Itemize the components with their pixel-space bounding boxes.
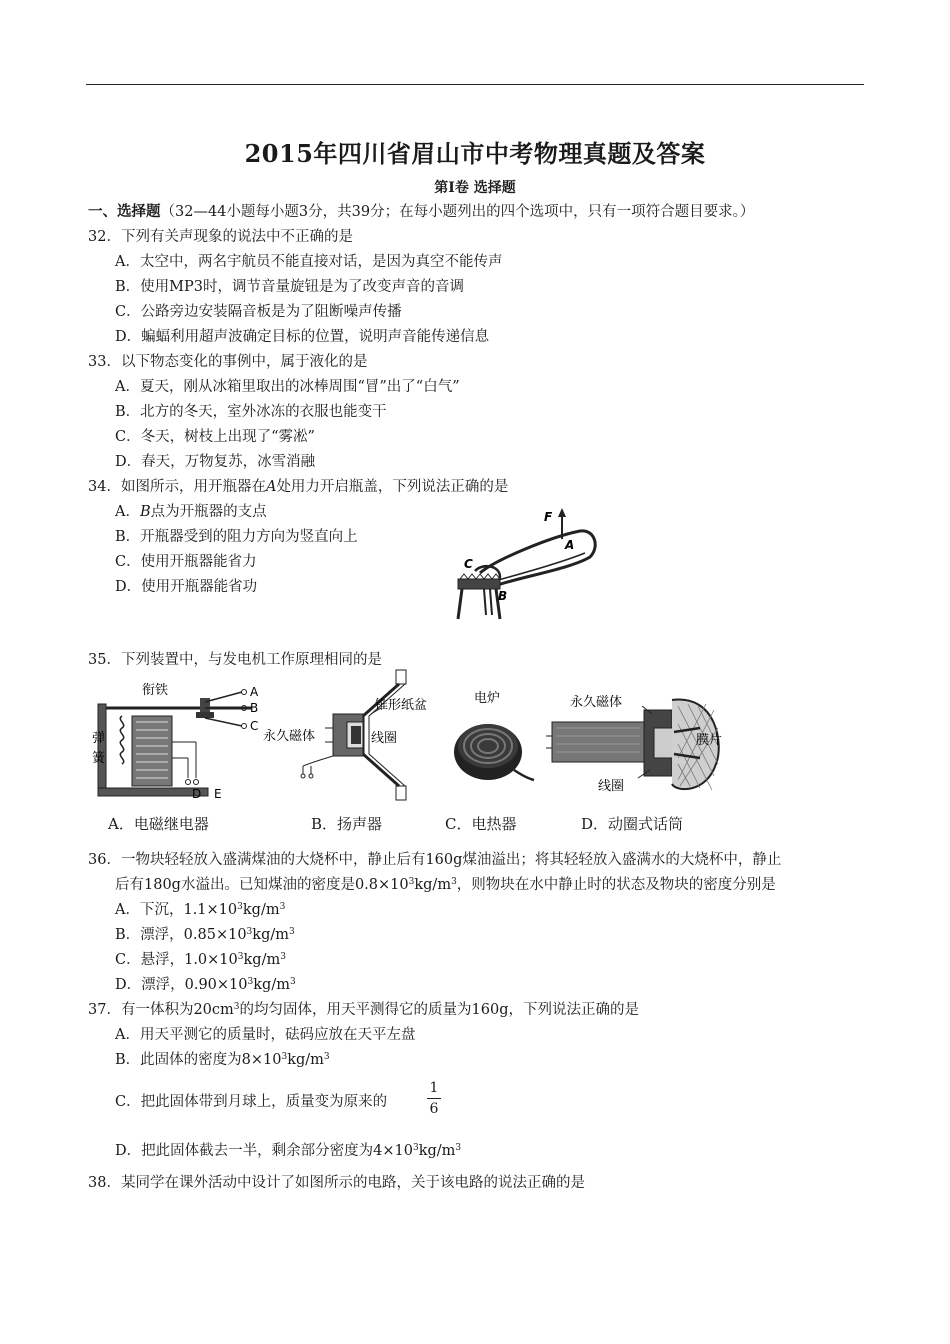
q36-stem-line2 <box>115 876 776 894</box>
q36-a-unit: kg/m <box>242 902 280 918</box>
q37-stem-pre: 37．有一体积为20cm <box>88 1002 234 1018</box>
q36-stem-line1: 36．一物块轻轻放入盛满煤油的大烧杯中，静止后有160g煤油溢出；将其轻轻放入盛满水的大烧杯中，静止 <box>88 852 782 868</box>
section-head: 一、选择题 <box>88 203 161 220</box>
q34-a-post: 点为开瓶器的支点 <box>150 504 267 520</box>
q37-option-d <box>115 1142 461 1160</box>
q34-stem-post: 处用力开启瓶盖，下列说法正确的是 <box>276 479 509 495</box>
q36-c-unit: kg/m <box>243 952 281 968</box>
q34-a-pre: A． <box>115 504 140 520</box>
q36-c-exp1: 3 <box>237 952 244 962</box>
q32-option-b: B．使用MP3时，调节音量旋钮是为了改变声音的音调 <box>115 279 464 295</box>
q36-d-pre: D．漂浮，0.90×10 <box>115 977 248 993</box>
q34-option-c: C．使用开瓶器能省力 <box>115 554 257 570</box>
q37-b-exp2: 3 <box>323 1052 330 1062</box>
q35-microphone-figure <box>546 684 726 804</box>
q34-stem-pre: 34．如图所示，用开瓶器在 <box>88 479 266 495</box>
relay-armature-label: 衔铁 <box>142 683 169 698</box>
q37-d-unit: kg/m <box>418 1143 456 1159</box>
q36-a-pre: A．下沉，1.1×10 <box>115 902 238 918</box>
q38-stem: 38．某同学在课外活动中设计了如图所示的电路，关于该电路的说法正确的是 <box>88 1175 585 1191</box>
section-note: （32—44小题每小题3分，共39分；在每小题列出的四个选项中，只有一项符合题目要求。） <box>160 204 755 220</box>
q33-stem: 33．以下物态变化的事例中，属于液化的是 <box>88 354 368 370</box>
q32-stem: 32．下列有关声现象的说法中不正确的是 <box>88 229 353 245</box>
q35-relay-figure <box>92 682 277 802</box>
q36-a-exp1: 3 <box>237 902 243 912</box>
speaker-cone-label: 锥形纸盆 <box>375 698 428 713</box>
speaker-coil-label: 线圈 <box>371 731 398 746</box>
relay-terminal-b: B <box>250 701 259 715</box>
q34-stem-var: A <box>265 479 277 495</box>
q37-stem-sup: 3 <box>233 1002 240 1012</box>
q35-caption-c: C．电热器 <box>445 815 517 833</box>
relay-terminal-e: E <box>214 787 222 801</box>
q36-c-exp2: 3 <box>280 952 286 962</box>
q36-line2-pre: 后有180g水溢出。已知煤油的密度是0.8×10 <box>115 877 409 893</box>
q34-label-a: A <box>565 538 575 552</box>
q35-caption-a: A．电磁继电器 <box>108 815 209 833</box>
relay-terminal-a: A <box>250 685 259 699</box>
q35-speaker-figure <box>263 668 433 803</box>
speaker-magnet-label: 永久磁体 <box>263 729 316 744</box>
q37-b-unit: kg/m <box>287 1052 324 1068</box>
q37-option-a: A．用天平测它的质量时，砝码应放在天平左盘 <box>115 1027 416 1043</box>
q37-stem-post: 的均匀固体，用天平测得它的质量为160g，下列说法正确的是 <box>239 1002 639 1018</box>
q33-option-b: B．北方的冬天，室外冰冻的衣服也能变干 <box>115 404 387 420</box>
relay-spring-label-1: 弹 <box>92 731 106 746</box>
q37-d-exp2: 3 <box>455 1143 462 1153</box>
q36-b-pre: B．漂浮，0.85×10 <box>115 927 247 943</box>
q37-option-c: C．把此固体带到月球上，质量变为原来的 <box>115 1094 388 1110</box>
q36-option-c <box>115 951 286 969</box>
q36-option-b <box>115 926 295 944</box>
q32-option-a: A．太空中，两名宇航员不能直接对话，是因为真空不能传声 <box>115 254 503 270</box>
q36-d-exp2: 3 <box>289 977 296 987</box>
q36-b-unit: kg/m <box>252 927 289 943</box>
top-rule <box>86 84 864 85</box>
q34-label-c: C <box>464 557 473 571</box>
stove-label: 电炉 <box>474 691 501 706</box>
q35-caption-b: B．扬声器 <box>311 815 383 833</box>
q36-line2-sup1: 3 <box>408 877 415 887</box>
section-header <box>88 203 754 221</box>
q36-a-exp2: 3 <box>279 902 286 912</box>
q36-line2-mid: kg/m <box>414 877 452 893</box>
q34-label-f: F <box>544 510 553 524</box>
q36-option-d <box>115 976 296 994</box>
q34-option-a <box>115 503 267 521</box>
q37-d-pre: D．把此固体截去一半，剩余部分密度为4×10 <box>115 1143 413 1159</box>
q37-b-pre: B．此固体的密度为8×10 <box>115 1052 282 1068</box>
mic-magnet-label: 永久磁体 <box>570 695 623 710</box>
q34-option-d: D．使用开瓶器能省功 <box>115 579 258 595</box>
q33-option-d: D．春天，万物复苏，冰雪消融 <box>115 454 316 470</box>
q35-caption-d: D．动圈式话筒 <box>581 815 684 833</box>
q33-option-c: C．冬天，树枝上出现了“雾凇” <box>115 429 315 445</box>
q37-fraction-numerator: 1 <box>429 1080 439 1096</box>
q32-option-d: D．蝙蝠利用超声波确定目标的位置，说明声音能传递信息 <box>115 329 490 345</box>
q37-fraction <box>427 1080 441 1117</box>
q34-bottle-opener-figure <box>440 505 610 623</box>
q36-line2-post: ，则物块在水中静止时的状态及物块的密度分别是 <box>456 877 776 893</box>
mic-diaphragm-label: 膜片 <box>696 733 723 748</box>
q34-label-b: B <box>498 589 508 603</box>
q37-fraction-bar <box>427 1098 441 1099</box>
q33-option-a: A．夏天，刚从冰箱里取出的冰棒周围“冒”出了“白气” <box>115 379 460 395</box>
q37-fraction-denominator: 6 <box>429 1101 439 1117</box>
q36-d-exp1: 3 <box>247 977 254 987</box>
relay-spring-label-2: 簧 <box>92 751 106 766</box>
q37-b-exp1: 3 <box>281 1052 288 1062</box>
q37-stem <box>88 1001 639 1019</box>
q36-b-exp2: 3 <box>288 927 295 937</box>
q37-option-b <box>115 1051 330 1069</box>
q35-stove-figure <box>452 688 542 788</box>
q36-option-a <box>115 901 285 919</box>
q36-c-pre: C．悬浮，1.0×10 <box>115 952 238 968</box>
q35-stem: 35．下列装置中，与发电机工作原理相同的是 <box>88 652 382 668</box>
section-subtitle: 第Ⅰ卷 选择题 <box>434 180 516 196</box>
mic-coil-label: 线圈 <box>598 779 625 794</box>
relay-terminal-c: C <box>250 719 259 733</box>
q37-d-exp1: 3 <box>412 1143 419 1153</box>
q32-option-c: C．公路旁边安装隔音板是为了阻断噪声传播 <box>115 304 402 320</box>
relay-terminal-d: D <box>192 787 202 801</box>
q34-stem <box>88 478 508 496</box>
page-title: 2015年四川省眉山市中考物理真题及答案 <box>244 139 706 168</box>
q36-b-exp1: 3 <box>246 927 253 937</box>
q36-d-unit: kg/m <box>253 977 290 993</box>
q34-a-var: B <box>139 504 151 520</box>
q36-line2-sup2: 3 <box>451 877 457 887</box>
q34-option-b: B．开瓶器受到的阻力方向为竖直向上 <box>115 529 358 545</box>
